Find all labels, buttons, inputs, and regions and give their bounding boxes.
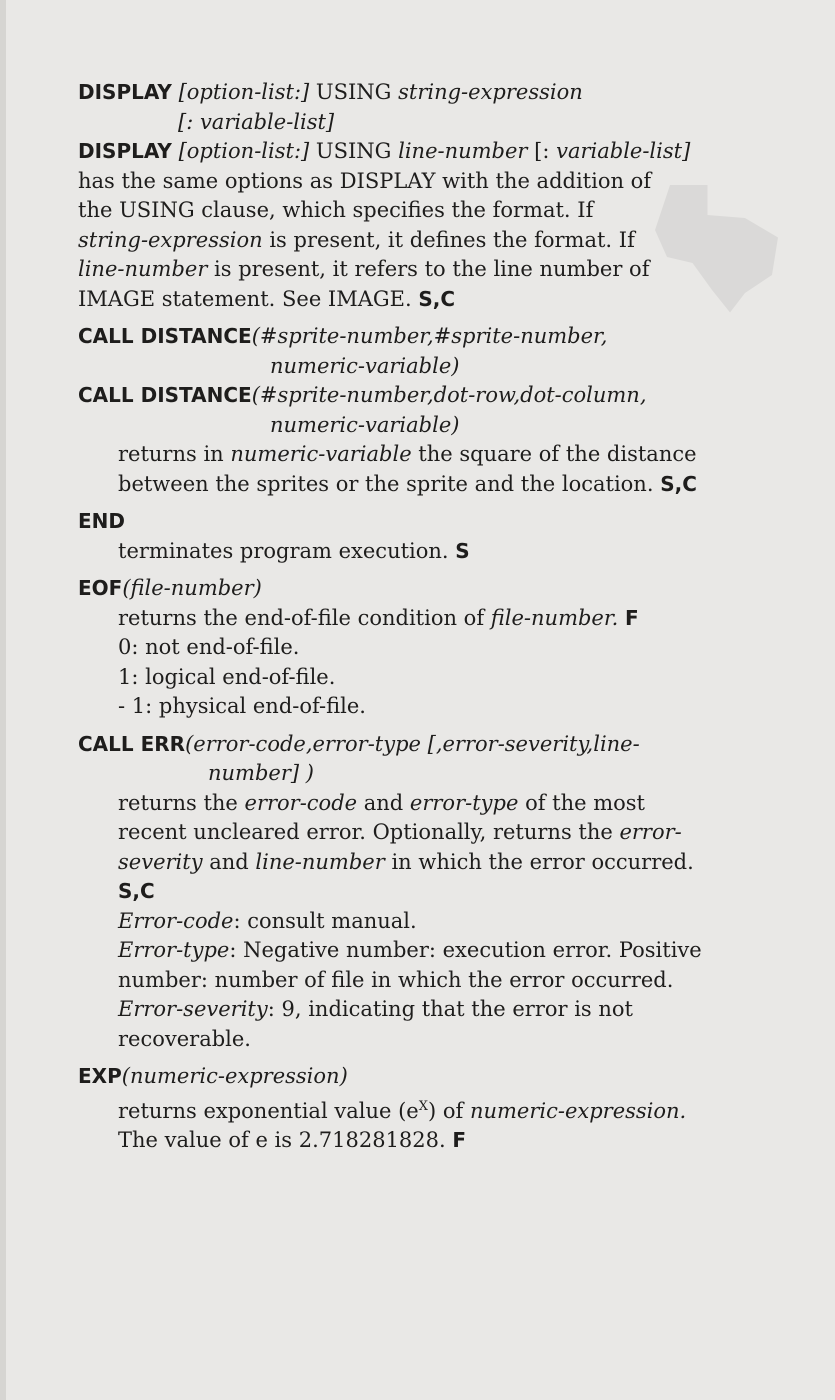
display-desc-4: line-number is present, it refers to the line number of xyxy=(78,257,650,281)
entry-distance xyxy=(78,322,758,499)
distance-syntax-2-cont: numeric-variable) xyxy=(270,412,460,437)
err-desc-2: recent uncleared error. Optionally, returns the error- xyxy=(118,820,682,844)
distance-desc-2: between the sprites or the sprite and the location. S,C xyxy=(118,471,697,496)
entry-exp xyxy=(78,1062,758,1156)
exp-desc-1: returns exponential value $(e^X)$ of numeric-expression. xyxy=(118,1098,687,1123)
display-syntax-1-cont: [: variable-list] xyxy=(178,109,335,134)
entry-end xyxy=(78,507,758,566)
entry-eof xyxy=(78,574,758,722)
err-flags-line xyxy=(78,877,758,907)
display-syntax-2: DISPLAY [option-list:] USING line-number [: variable-list] xyxy=(78,139,691,163)
distance-syntax-2: CALL DISTANCE(#sprite-number,dot-row,dot-column, xyxy=(78,383,647,407)
exp-desc-2: The value of e is 2.718281828. F xyxy=(118,1128,467,1152)
exp-flags: F xyxy=(452,1128,467,1152)
end-syntax: END xyxy=(78,509,126,533)
reference-content xyxy=(78,78,758,1156)
exp-syntax: EXP(numeric-expression) xyxy=(78,1064,348,1088)
end-flags: S xyxy=(455,538,470,563)
distance-desc-1: returns in numeric-variable the square of the distance xyxy=(118,442,697,466)
err-syntax-1-cont: number] ) xyxy=(208,761,314,785)
err-desc-1: returns the error-code and error-type of the most xyxy=(118,790,645,815)
eof-syntax: EOF(file-number) xyxy=(78,576,262,600)
distance-syntax-1-cont: numeric-variable) xyxy=(270,353,460,378)
end-desc: terminates program execution. S xyxy=(118,538,470,563)
page-edge xyxy=(0,0,6,1400)
eof-flags: F xyxy=(624,605,639,630)
err-flags: S,C xyxy=(118,879,155,903)
eof-value-2: - 1: physical end-of-file. xyxy=(118,694,366,718)
display-flags: S,C xyxy=(418,286,456,311)
display-desc-5: IMAGE statement. See IMAGE. S,C xyxy=(78,286,456,311)
entry-display xyxy=(78,78,758,314)
display-desc-1: has the same options as DISPLAY with the addition of xyxy=(78,168,652,193)
display-desc-2: the USING clause, which specifies the format. If xyxy=(78,198,594,222)
display-desc-3: string-expression is present, it defines the format. If xyxy=(78,227,635,252)
eof-desc-1: returns the end-of-file condition of file-number. F xyxy=(118,605,639,630)
eof-value-1: 1: logical end-of-file. xyxy=(118,664,336,689)
err-code-desc: Error-code: consult manual. xyxy=(118,908,417,933)
err-desc-3: severity and line-number in which the error occurred. xyxy=(118,849,694,874)
distance-flags: S,C xyxy=(660,471,697,496)
err-severity-desc-1: Error-severity: 9, indicating that the error is not xyxy=(118,997,633,1021)
distance-syntax-1: CALL DISTANCE(#sprite-number,#sprite-number, xyxy=(78,324,608,348)
err-syntax-1: CALL ERR(error-code,error-type [,error-severity,line- xyxy=(78,731,640,756)
err-type-desc-1: Error-type: Negative number: execution error. Positive xyxy=(118,938,702,962)
err-severity-desc-2: recoverable. xyxy=(118,1026,251,1051)
display-syntax-1: DISPLAY [option-list:] USING string-expression xyxy=(78,80,583,104)
entry-err xyxy=(78,730,758,1055)
err-type-desc-2: number: number of file in which the error occurred. xyxy=(118,967,674,992)
eof-value-0: 0: not end-of-file. xyxy=(118,635,300,659)
